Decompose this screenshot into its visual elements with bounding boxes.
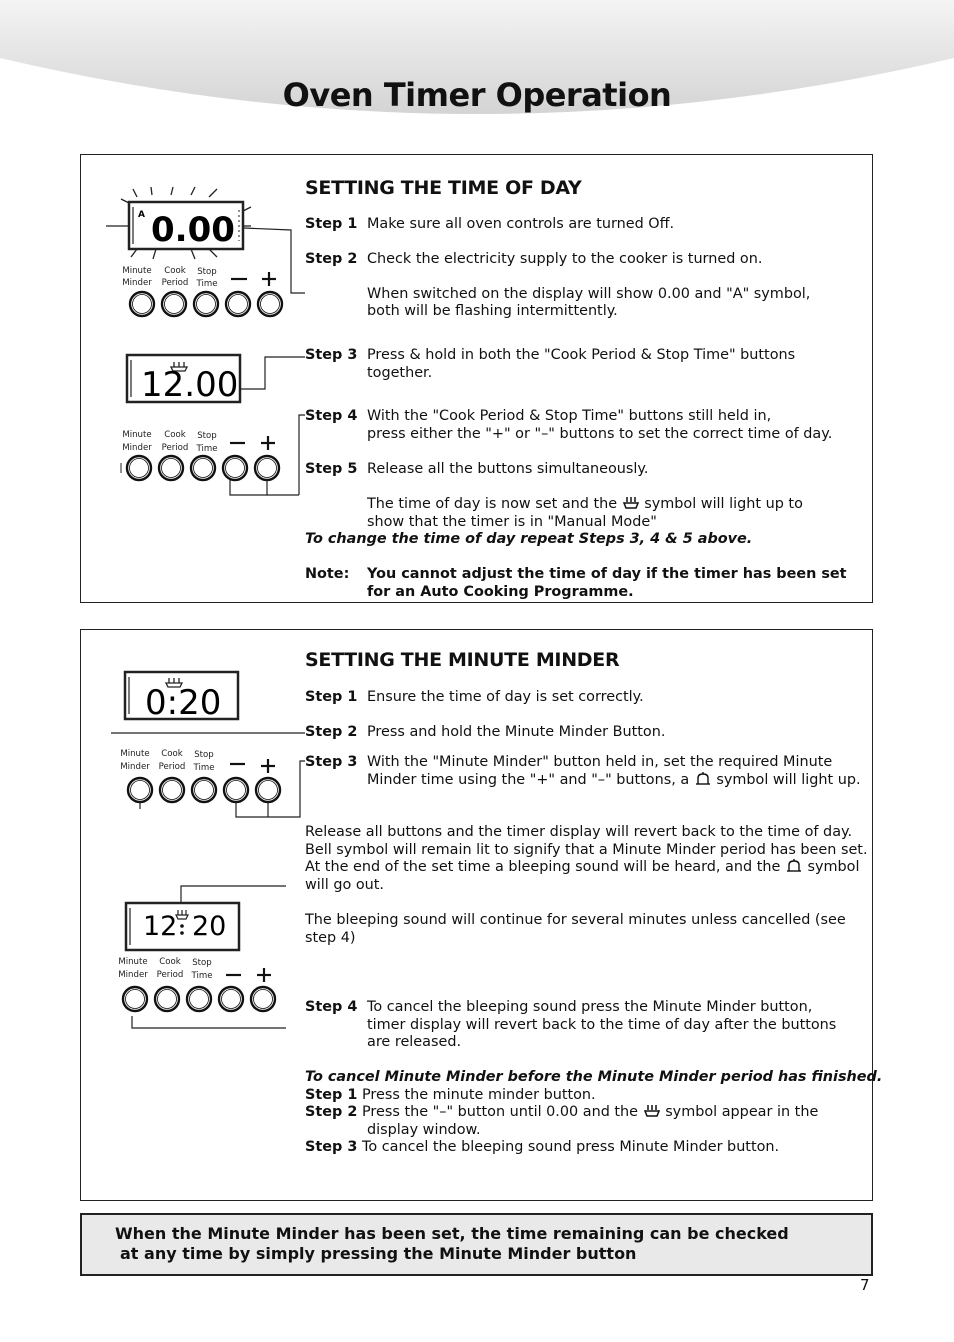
label-minute-2: Minute [122, 430, 152, 440]
label-period-4: Period [156, 970, 184, 980]
label-stop-2: Stop [197, 431, 217, 441]
footer-note-line: When the Minute Minder has been set, the time remaining can be checked [115, 1224, 789, 1243]
footer-note-line: at any time by simply pressing the Minute Minder button [120, 1244, 637, 1263]
step-label: Step 4 [305, 999, 358, 1015]
display-digits-3: 0:20 [145, 683, 222, 723]
step-label: Step 2 [305, 1104, 358, 1120]
label-minder-4: Minder [118, 970, 148, 980]
paragraph-line: step 4) [305, 930, 356, 946]
paragraph-line [305, 859, 859, 877]
step-text: Press & hold in both the "Cook Period & Stop Time" buttons [367, 347, 796, 363]
step-label: Step 4 [305, 408, 358, 424]
label-time: Time [196, 279, 218, 289]
note-text: You cannot adjust the time of day if the timer has been set [367, 566, 847, 582]
label-stop-3: Stop [194, 750, 214, 760]
footer-note-box [80, 1213, 873, 1276]
display-digits-1: 0.00 [151, 210, 235, 250]
step-label: Step 3 [305, 1139, 358, 1155]
text-part: Press the "–" button until 0.00 and the [362, 1104, 639, 1120]
paragraph-line: will go out. [305, 877, 384, 893]
leader-line [244, 228, 305, 293]
text-part: symbol [807, 859, 860, 875]
label-period-3: Period [158, 762, 186, 772]
page-title: Oven Timer Operation [282, 76, 672, 114]
label-cook: Cook [164, 266, 186, 276]
note-label: Note: [305, 566, 350, 582]
label-time-2: Time [196, 444, 218, 454]
paragraph-line: Release all buttons and the timer display will revert back to the time of day. [305, 824, 853, 840]
label-cook-2: Cook [164, 430, 186, 440]
time-of-day-panel [80, 154, 873, 603]
step-text: Release all the buttons simultaneously. [367, 461, 649, 477]
label-minute-4: Minute [118, 957, 148, 967]
label-minder: Minder [122, 278, 152, 288]
bell-icon [694, 772, 712, 786]
label-period-2: Period [161, 443, 189, 453]
label-minute-3: Minute [120, 749, 150, 759]
cancel-heading: To cancel Minute Minder before the Minute Minder period has finished. [305, 1069, 883, 1085]
step-label: Step 5 [305, 461, 358, 477]
step-text: Press and hold the Minute Minder Button. [367, 724, 666, 740]
paragraph-line: The bleeping sound will continue for several minutes unless cancelled (see [305, 912, 846, 928]
page-number: 7 [860, 1276, 870, 1294]
step-text: Check the electricity supply to the cooker is turned on. [367, 251, 763, 267]
manual-mode-icon [643, 1104, 661, 1118]
step-text: are released. [367, 1034, 462, 1050]
manual-mode-icon [622, 496, 640, 510]
step-label: Step 1 [305, 216, 358, 232]
step-text: press either the "+" or "–" buttons to set the correct time of day. [367, 426, 833, 442]
step-text: together. [367, 365, 433, 381]
step-label: Step 1 [305, 689, 358, 705]
step-label: Step 3 [305, 754, 358, 770]
minute-minder-heading: SETTING THE MINUTE MINDER [305, 649, 620, 671]
step-label: Step 2 [305, 724, 358, 740]
step-text: With the "Minute Minder" button held in, set the required Minute [367, 754, 833, 770]
label-stop-4: Stop [192, 958, 212, 968]
time-of-day-diagram [81, 155, 311, 505]
step-label: Step 1 [305, 1087, 358, 1103]
step-text: Press the minute minder button. [362, 1087, 596, 1103]
text-part: symbol appear in the [665, 1104, 819, 1120]
step-text: show that the timer is in "Manual Mode" [367, 514, 657, 530]
label-minder-3: Minder [120, 762, 150, 772]
paragraph-line: Bell symbol will remain lit to signify that a Minute Minder period has been set. [305, 842, 868, 858]
minute-minder-panel [80, 629, 883, 1201]
label-period: Period [161, 278, 189, 288]
text-part: Minder time using the "+" and "–" buttons, a [367, 772, 690, 788]
display-colon-dot [180, 931, 184, 935]
label-cook-4: Cook [159, 957, 181, 967]
repeat-instruction: To change the time of day repeat Steps 3, 4 & 5 above. [305, 531, 753, 547]
step-text: To cancel the bleeping sound press Minute Minder button. [362, 1139, 780, 1155]
note-text: for an Auto Cooking Programme. [367, 584, 634, 600]
text-part: At the end of the set time a bleeping sound will be heard, and the [305, 859, 781, 875]
display-hours-4: 12 [143, 911, 178, 942]
step-text: Make sure all oven controls are turned Off. [367, 216, 675, 232]
text-part: The time of day is now set and the [367, 496, 618, 512]
bell-icon [785, 859, 803, 873]
display-colon-dot [180, 924, 184, 928]
step-text [362, 1104, 818, 1122]
label-time-4: Time [191, 971, 213, 981]
display-minutes-4: 20 [192, 911, 227, 942]
step-text: both will be flashing intermittently. [367, 303, 618, 319]
step-text: To cancel the bleeping sound press the Minute Minder button, [367, 999, 813, 1015]
display-digits-2: 12.00 [141, 365, 239, 405]
step-text [367, 772, 861, 790]
text-part: symbol will light up. [716, 772, 861, 788]
label-minute: Minute [122, 266, 152, 276]
label-time-3: Time [193, 763, 215, 773]
minute-minder-diagram [81, 630, 311, 1030]
header-background [0, 0, 954, 135]
step-text: When switched on the display will show 0.00 and "A" symbol, [367, 286, 811, 302]
text-part: symbol will light up to [644, 496, 803, 512]
label-stop: Stop [197, 267, 217, 277]
step-text [367, 496, 803, 514]
label-minder-2: Minder [122, 443, 152, 453]
step-text: timer display will revert back to the time of day after the buttons [367, 1017, 837, 1033]
step-label: Step 2 [305, 251, 358, 267]
time-of-day-heading: SETTING THE TIME OF DAY [305, 177, 582, 199]
a-symbol: A [138, 210, 145, 220]
step-text: With the "Cook Period & Stop Time" buttons still held in, [367, 408, 772, 424]
step-text: Ensure the time of day is set correctly. [367, 689, 644, 705]
step-text: display window. [367, 1122, 481, 1138]
label-cook-3: Cook [161, 749, 183, 759]
step-label: Step 3 [305, 347, 358, 363]
